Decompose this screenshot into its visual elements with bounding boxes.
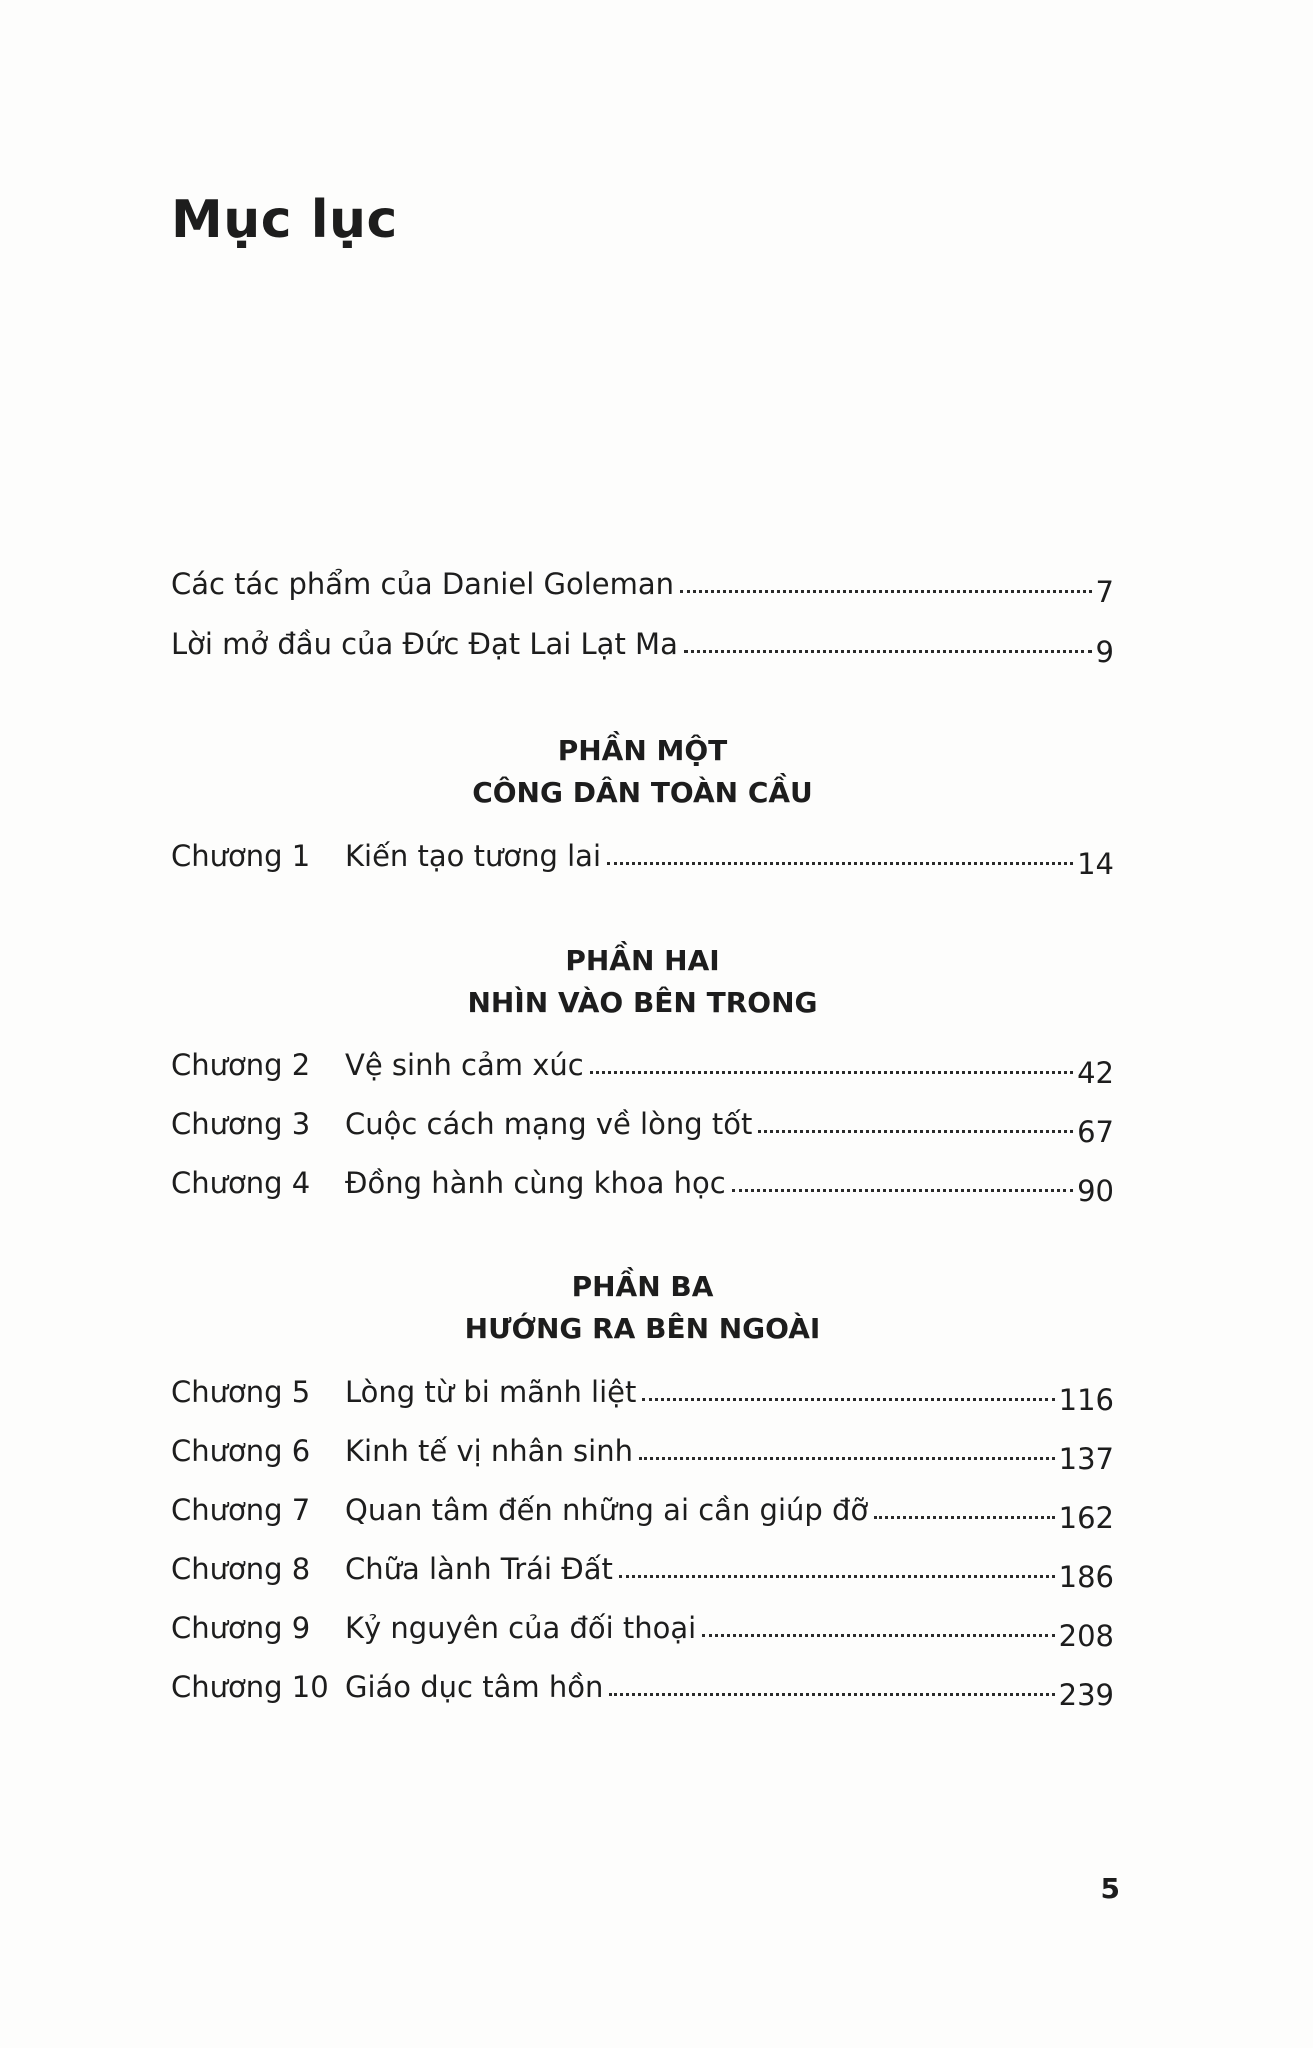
chapter-number: Chương 3	[171, 1107, 311, 1141]
toc-entry-chapter-9[interactable]	[171, 1600, 1114, 1653]
part-label: PHẦN BA	[571, 1270, 714, 1303]
part-subtitle: CÔNG DÂN TOÀN CẦU	[472, 776, 813, 809]
chapter-page: 162	[1058, 1501, 1114, 1535]
chapter-title: Cuộc cách mạng về lòng tốt	[345, 1107, 753, 1141]
chapter-page: 137	[1058, 1442, 1114, 1476]
chapter-number: Chương 4	[171, 1166, 311, 1200]
chapter-page: 67	[1077, 1115, 1114, 1149]
dot-leader	[702, 1634, 1054, 1637]
chapter-title: Chữa lành Trái Đất	[345, 1552, 613, 1586]
part-subtitle: NHÌN VÀO BÊN TRONG	[467, 986, 818, 1019]
chapter-page: 186	[1058, 1560, 1114, 1594]
chapter-title: Vệ sinh cảm xúc	[345, 1048, 584, 1082]
toc-entry-chapter-8[interactable]	[171, 1541, 1114, 1594]
chapter-title: Quan tâm đến những ai cần giúp đỡ	[345, 1493, 869, 1527]
dot-leader	[680, 590, 1092, 593]
chapter-number: Chương 6	[171, 1434, 311, 1468]
chapter-number: Chương 10	[171, 1670, 329, 1704]
part-heading-2	[171, 940, 1114, 1024]
toc-entry-chapter-1[interactable]	[171, 828, 1114, 881]
chapter-number: Chương 9	[171, 1611, 311, 1645]
dot-leader	[732, 1189, 1073, 1192]
chapter-page: 90	[1077, 1174, 1114, 1208]
dot-leader	[758, 1130, 1073, 1133]
chapter-page: 14	[1077, 847, 1114, 881]
part-heading-1	[171, 730, 1114, 814]
chapter-title: Đồng hành cùng khoa học	[345, 1166, 726, 1200]
part-heading-3	[171, 1266, 1114, 1350]
page-number: 5	[1100, 1872, 1120, 1905]
chapter-title: Lòng từ bi mãnh liệt	[345, 1375, 637, 1409]
part-label: PHẦN HAI	[565, 944, 720, 977]
toc-entry-title: Lời mở đầu của Đức Đạt Lai Lạt Ma	[171, 627, 678, 661]
chapter-page: 208	[1058, 1619, 1114, 1653]
chapter-page: 42	[1077, 1056, 1114, 1090]
chapter-number: Chương 1	[171, 839, 311, 873]
part-label: PHẦN MỘT	[557, 734, 728, 767]
dot-leader	[607, 862, 1073, 865]
toc-entry-front-1[interactable]	[171, 556, 1114, 609]
chapter-number: Chương 7	[171, 1493, 311, 1527]
toc-entry-page: 7	[1095, 575, 1114, 609]
dot-leader	[684, 650, 1092, 653]
chapter-title: Kinh tế vị nhân sinh	[345, 1434, 633, 1468]
chapter-number: Chương 2	[171, 1048, 311, 1082]
toc-entry-chapter-5[interactable]	[171, 1364, 1114, 1417]
dot-leader	[639, 1457, 1055, 1460]
toc-entry-chapter-3[interactable]	[171, 1096, 1114, 1149]
toc-entry-chapter-7[interactable]	[171, 1482, 1114, 1535]
toc-entry-chapter-4[interactable]	[171, 1155, 1114, 1208]
chapter-title: Giáo dục tâm hồn	[345, 1670, 604, 1704]
chapter-title: Kỷ nguyên của đối thoại	[345, 1611, 697, 1645]
toc-entry-chapter-10[interactable]	[171, 1659, 1114, 1712]
chapter-number: Chương 5	[171, 1375, 311, 1409]
dot-leader	[619, 1575, 1055, 1578]
chapter-title: Kiến tạo tương lai	[345, 839, 602, 873]
chapter-page: 116	[1058, 1383, 1114, 1417]
chapter-page: 239	[1058, 1678, 1114, 1712]
toc-entry-chapter-2[interactable]	[171, 1037, 1114, 1090]
dot-leader	[874, 1516, 1054, 1519]
page-title: Mục lục	[171, 190, 398, 250]
toc-entry-chapter-6[interactable]	[171, 1423, 1114, 1476]
part-subtitle: HƯỚNG RA BÊN NGOÀI	[464, 1312, 821, 1345]
dot-leader	[609, 1693, 1054, 1696]
toc-entry-title: Các tác phẩm của Daniel Goleman	[171, 567, 674, 601]
chapter-number: Chương 8	[171, 1552, 311, 1586]
toc-entry-page: 9	[1095, 635, 1114, 669]
dot-leader	[590, 1071, 1073, 1074]
dot-leader	[642, 1398, 1054, 1401]
toc-entry-front-2[interactable]	[171, 616, 1114, 669]
